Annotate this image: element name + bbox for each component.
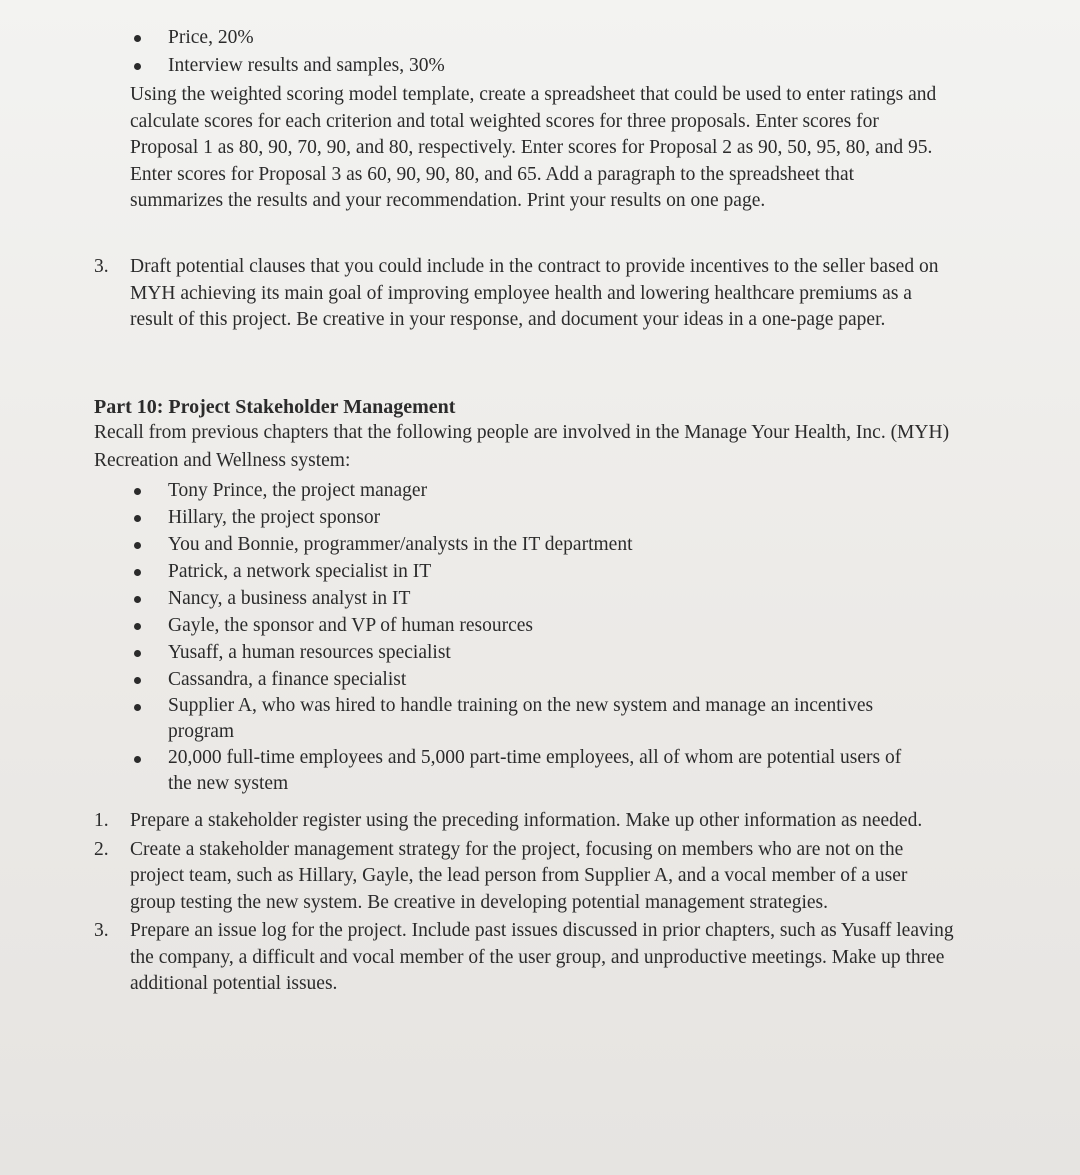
item-number: 1. <box>94 810 109 831</box>
list-item: Tony Prince, the project manager <box>128 477 908 504</box>
list-item <box>94 837 956 917</box>
list-item: Nancy, a business analyst in IT <box>128 585 908 612</box>
section-intro: Recall from previous chapters that the following people are involved in the Manage Your Health, Inc. (MYH) Recreation and Wellness system: <box>94 422 950 471</box>
list-item: Patrick, a network specialist in IT <box>128 558 908 585</box>
list-item <box>94 254 944 334</box>
criteria-list <box>128 24 445 80</box>
list-item: Supplier A, who was hired to handle training on the new system and manage an incentives program <box>128 693 908 745</box>
item-number: 3. <box>94 920 109 941</box>
section-heading: Part 10: Project Stakeholder Management <box>94 396 456 418</box>
item-number: 2. <box>94 838 109 860</box>
list-item: Yusaff, a human resources specialist <box>128 639 908 666</box>
item-number: 3. <box>94 256 109 277</box>
item-text: Prepare a stakeholder register using the preceding information. Make up other information as needed. <box>130 810 923 831</box>
weighted-scoring-paragraph: Using the weighted scoring model template, create a spreadsheet that could be used to enter ratings and calculate scores for each criterion and total weighted scores for three proposals. Enter scores for Proposal 1 as 80, 90, 70, 90, and 80, respectively. Enter scores for Proposal 2 as 90, 50, 95, 80, and 95. Enter scores for Proposal 3 as 60, 90, 90, 80, and 65. Add a paragraph to the spreadsheet that summarizes the results and your recommendation. Print your results on one page. <box>130 84 937 211</box>
list-item: Cassandra, a finance specialist <box>128 666 908 693</box>
stakeholder-list <box>128 477 908 797</box>
item-text: Draft potential clauses that you could include in the contract to provide incentives to the seller based on MYH achieving its main goal of improving employee health and lowering healthcare premiums as a result of this project. Be creative in your response, and document your ideas in a one-page paper. <box>130 256 939 330</box>
previous-part-tasks <box>94 254 944 334</box>
list-item: Price, 20% <box>128 24 445 52</box>
item-text: Create a stakeholder management strategy for the project, focusing on members who are not on the project team, such as Hillary, Gayle, the lead person from Supplier A, and a vocal member of a user group testing the new system. Be creative in developing potential management strategies. <box>130 838 908 913</box>
list-item: 20,000 full-time employees and 5,000 part-time employees, all of whom are potential users of the new system <box>128 745 908 797</box>
list-item <box>94 918 956 998</box>
list-item: Hillary, the project sponsor <box>128 504 908 531</box>
list-item <box>94 808 956 835</box>
list-item: Gayle, the sponsor and VP of human resources <box>128 612 908 639</box>
list-item: Interview results and samples, 30% <box>128 52 445 80</box>
stakeholder-tasks <box>94 808 956 998</box>
list-item: You and Bonnie, programmer/analysts in the IT department <box>128 531 908 558</box>
item-text: Prepare an issue log for the project. Include past issues discussed in prior chapters, such as Yusaff leaving the company, a difficult and vocal member of the user group, and unproductive meetings. Make up three additional potential issues. <box>130 920 954 994</box>
